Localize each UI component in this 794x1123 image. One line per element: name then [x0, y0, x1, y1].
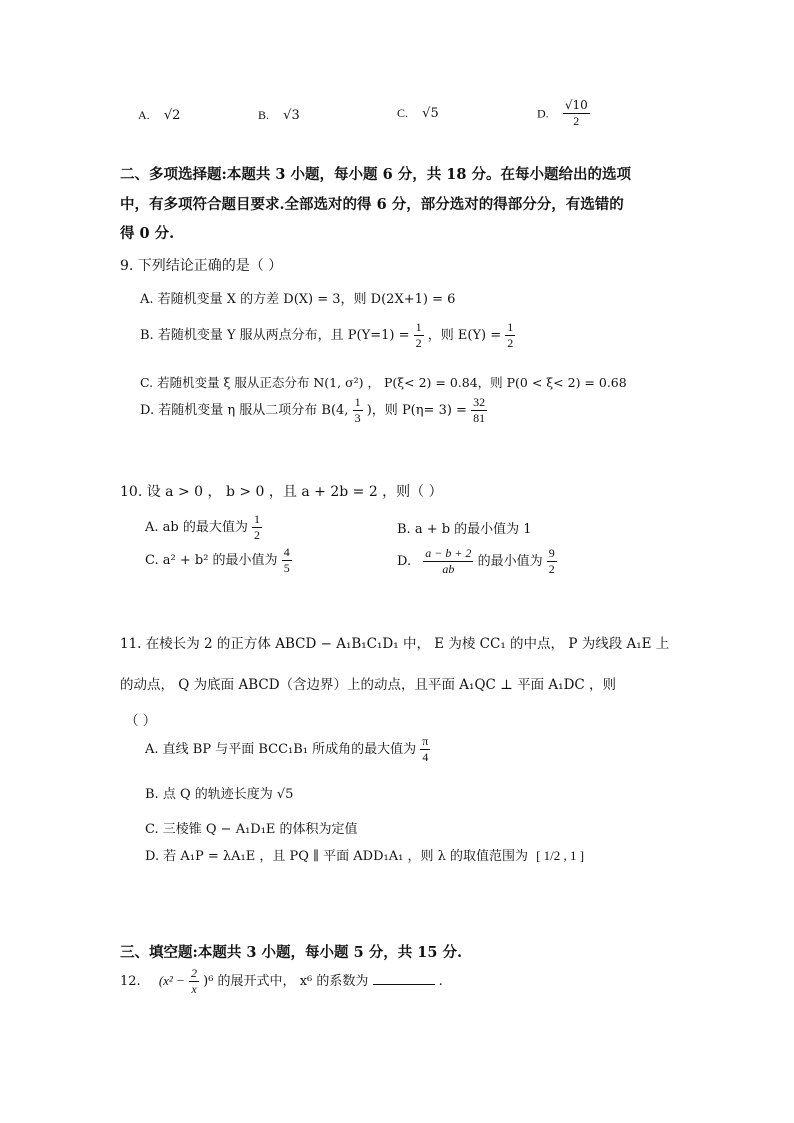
q11-stem-line-1: 11. 在棱长为 2 的正方体 ABCD − A₁B₁C₁D₁ 中， E 为棱 CC₁ 的中点， P 为线段 A₁E 上	[120, 636, 670, 652]
option-fraction	[252, 512, 262, 543]
fraction-denominator: 2	[507, 336, 514, 350]
option-label: C.	[397, 106, 409, 120]
option-fraction	[353, 395, 363, 426]
fraction-numerator: π	[422, 734, 429, 748]
range-value: [ 1/2 , 1 ]	[536, 848, 585, 863]
section-2-header-line-1: 二、多项选择题:本题共 3 小题，每小题 6 分，共 18 分。在每小题给出的选项	[120, 166, 631, 183]
option-value: √3	[283, 108, 300, 123]
option-fraction	[282, 545, 292, 576]
option-text: 的最小值为	[477, 554, 543, 569]
fraction-denominator: 2	[254, 528, 260, 542]
q11-option-c: C. 三棱锥 Q − A₁D₁E 的体积为定值	[145, 822, 358, 837]
option-label: B.	[258, 108, 270, 122]
option-label: D.	[537, 106, 549, 121]
q8-option-b	[258, 108, 300, 124]
q11-stem-line-3: （ ）	[125, 713, 157, 729]
fraction-denominator: 81	[473, 411, 486, 425]
q11-stem-line-2: 的动点， Q 为底面 ABCD（含边界）上的动点，且平面 A₁QC ⊥ 平面 A₁DC ，则	[120, 677, 617, 693]
fraction-denominator: 2	[548, 562, 555, 576]
q10-option-b: B. a + b 的最小值为 1	[397, 522, 532, 537]
option-value: √5	[422, 106, 439, 121]
q8-option-d	[537, 98, 590, 129]
section-2-header-line-2: 中，有多项符合题目要求.全部选对的得 6 分，部分选对的得部分分，有选错的	[120, 196, 624, 213]
q9-option-c: C. 若随机变量 ξ 服从正态分布 N(1, σ²) ， P(ξ< 2) = 0.84，则 P(0 < ξ< 2) = 0.68	[140, 375, 627, 390]
q10-option-d	[397, 546, 557, 577]
option-fraction	[547, 546, 557, 577]
q10-option-a	[145, 512, 262, 543]
q9-option-a: A. 若随机变量 X 的方差 D(X) = 3，则 D(2X+1) = 6	[140, 292, 456, 307]
option-text: )，则 P(η= 3) =	[366, 403, 467, 418]
option-fraction	[423, 546, 473, 577]
sentence-end: .	[438, 974, 443, 989]
option-value: √2	[163, 108, 181, 123]
option-text: ，则 E(Y) =	[427, 328, 502, 343]
expression-prefix: (x² −	[158, 973, 185, 988]
option-label: A.	[138, 108, 150, 122]
option-fraction	[563, 98, 590, 129]
q9-option-b	[140, 320, 515, 351]
section-3-header: 三、填空题:本题共 3 小题，每小题 5 分，共 15 分.	[120, 944, 463, 961]
fraction-numerator: √10	[564, 98, 588, 112]
q9-stem: 9. 下列结论正确的是（ ）	[120, 258, 283, 274]
fraction-numerator: 1	[254, 512, 260, 526]
fraction-numerator: 2	[191, 966, 197, 980]
option-text: B. 若随机变量 Y 服从两点分布，且 P(Y=1) =	[140, 328, 410, 343]
option-fraction	[505, 320, 515, 351]
fraction-numerator: 1	[415, 320, 422, 334]
option-text: D. 若 A₁P = λA₁E ，且 PQ ∥ 平面 ADD₁A₁ ，则 λ 的取值范围为	[145, 849, 528, 864]
fraction-denominator: 2	[573, 114, 580, 128]
question-number: 12.	[120, 974, 141, 989]
fraction-denominator: 2	[415, 336, 422, 350]
option-label: D.	[397, 554, 412, 569]
answer-blank[interactable]	[373, 972, 435, 985]
option-fraction	[414, 320, 424, 351]
q10-stem: 10. 设 a > 0 ， b > 0 ，且 a + 2b = 2 ，则（ ）	[120, 484, 443, 500]
option-fraction	[471, 395, 487, 426]
q9-option-d	[140, 395, 487, 426]
option-text: D. 若随机变量 η 服从二项分布 B(4,	[140, 403, 349, 418]
expression-suffix: )⁶ 的展开式中， x⁶ 的系数为	[203, 974, 369, 989]
fraction-numerator: 9	[548, 546, 555, 560]
fraction-numerator: 1	[354, 395, 361, 409]
expression-fraction	[189, 966, 199, 997]
fraction-numerator: 1	[507, 320, 514, 334]
q12	[120, 966, 443, 997]
fraction-denominator: 4	[422, 750, 429, 764]
fraction-denominator: x	[191, 982, 197, 996]
option-text: A. 直线 BP 与平面 BCC₁B₁ 所成角的最大值为	[145, 742, 417, 757]
fraction-numerator: 32	[473, 395, 486, 409]
fraction-numerator: 4	[283, 545, 290, 559]
option-text: A. ab 的最大值为	[145, 520, 248, 535]
q10-option-c	[145, 545, 292, 576]
q11-option-a	[145, 734, 430, 765]
q11-option-d	[145, 848, 584, 865]
option-fraction	[420, 734, 430, 765]
fraction-denominator: 5	[283, 561, 290, 575]
option-text: C. a² + b² 的最小值为	[145, 553, 278, 568]
section-2-header-line-3: 得 0 分.	[120, 225, 175, 242]
fraction-denominator: ab	[442, 562, 455, 576]
fraction-denominator: 3	[354, 411, 361, 425]
q11-option-b: B. 点 Q 的轨迹长度为 √5	[145, 787, 294, 802]
q8-option-a	[138, 108, 180, 124]
q8-option-c	[397, 106, 439, 122]
fraction-numerator: a − b + 2	[425, 546, 472, 560]
